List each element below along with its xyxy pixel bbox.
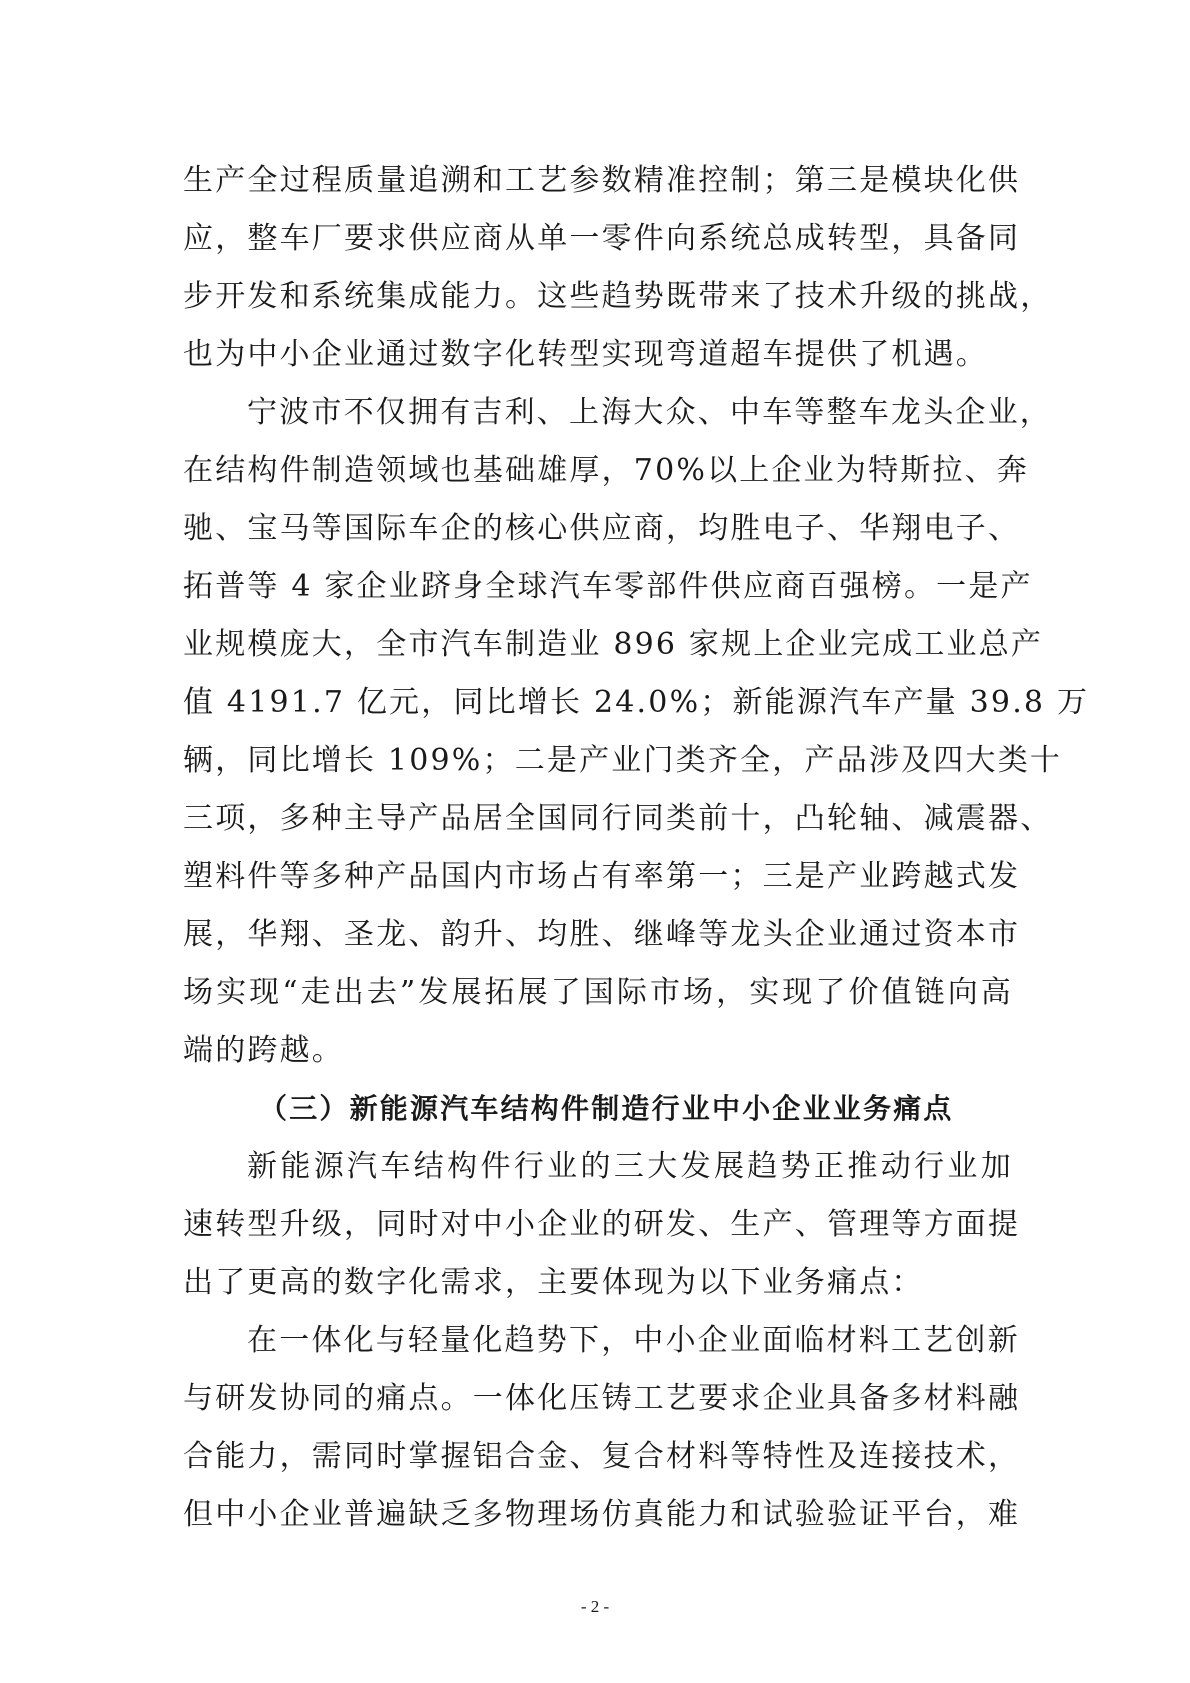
text-line: 但中小企业普遍缺乏多物理场仿真能力和试验验证平台，难 — [183, 1497, 1021, 1532]
text-line: 场实现“走出去”发展拓展了国际市场，实现了价值链向高 — [183, 975, 1013, 1010]
text-line: 与研发协同的痛点。一体化压铸工艺要求企业具备多材料融 — [183, 1381, 1021, 1416]
text-line: 生产全过程质量追溯和工艺参数精准控制；第三是模块化供 — [183, 163, 1021, 198]
paragraph — [183, 384, 1090, 1080]
text-line: 也为中小企业通过数字化转型实现弯道超车提供了机遇。 — [183, 337, 988, 372]
text-line: 在一体化与轻量化趋势下，中小企业面临材料工艺创新 — [247, 1323, 1020, 1358]
text-line: 三项，多种主导产品居全国同行同类前十，凸轮轴、减震器、 — [183, 801, 1053, 836]
paragraph — [183, 152, 1053, 384]
text-line: 新能源汽车结构件行业的三大发展趋势正推动行业加 — [247, 1149, 1013, 1184]
text-line: 塑料件等多种产品国内市场占有率第一；三是产业跨越式发 — [183, 859, 1021, 894]
page-number: - 2 - — [580, 1597, 610, 1616]
text-line: 在结构件制造领域也基础雄厚，70%以上企业为特斯拉、奔 — [183, 453, 1030, 488]
text-line: 应，整车厂要求供应商从单一零件向系统总成转型，具备同 — [183, 221, 1021, 256]
text-line: 宁波市不仅拥有吉利、上海大众、中车等整车龙头企业， — [247, 395, 1052, 430]
text-line: 驰、宝马等国际车企的核心供应商，均胜电子、华翔电子、 — [183, 511, 1021, 546]
text-line: 步开发和系统集成能力。这些趋势既带来了技术升级的挑战， — [183, 279, 1053, 314]
text-line: 出了更高的数字化需求，主要体现为以下业务痛点： — [183, 1265, 924, 1300]
text-line: 合能力，需同时掌握铝合金、复合材料等特性及连接技术， — [183, 1439, 1021, 1474]
text-line: 业规模庞大，全市汽车制造业 896 家规上企业完成工业总产 — [183, 627, 1044, 662]
paragraph — [183, 1138, 1021, 1312]
text-line: 辆，同比增长 109%；二是产业门类齐全，产品涉及四大类十 — [183, 743, 1063, 778]
text-line: 拓普等 4 家企业跻身全球汽车零部件供应商百强榜。一是产 — [183, 569, 1033, 604]
text-line: 速转型升级，同时对中小企业的研发、生产、管理等方面提 — [183, 1207, 1021, 1242]
text-line: 值 4191.7 亿元，同比增长 24.0%；新能源汽车产量 39.8 万 — [183, 685, 1090, 720]
paragraph — [183, 1312, 1021, 1544]
text-line: 展，华翔、圣龙、韵升、均胜、继峰等龙头企业通过资本市 — [183, 917, 1021, 952]
text-line: 端的跨越。 — [183, 1033, 344, 1068]
body-text — [183, 152, 1090, 1544]
section-heading — [183, 1080, 1013, 1138]
heading-line: （三）新能源汽车结构件制造行业中小企业业务痛点 — [259, 1092, 954, 1125]
